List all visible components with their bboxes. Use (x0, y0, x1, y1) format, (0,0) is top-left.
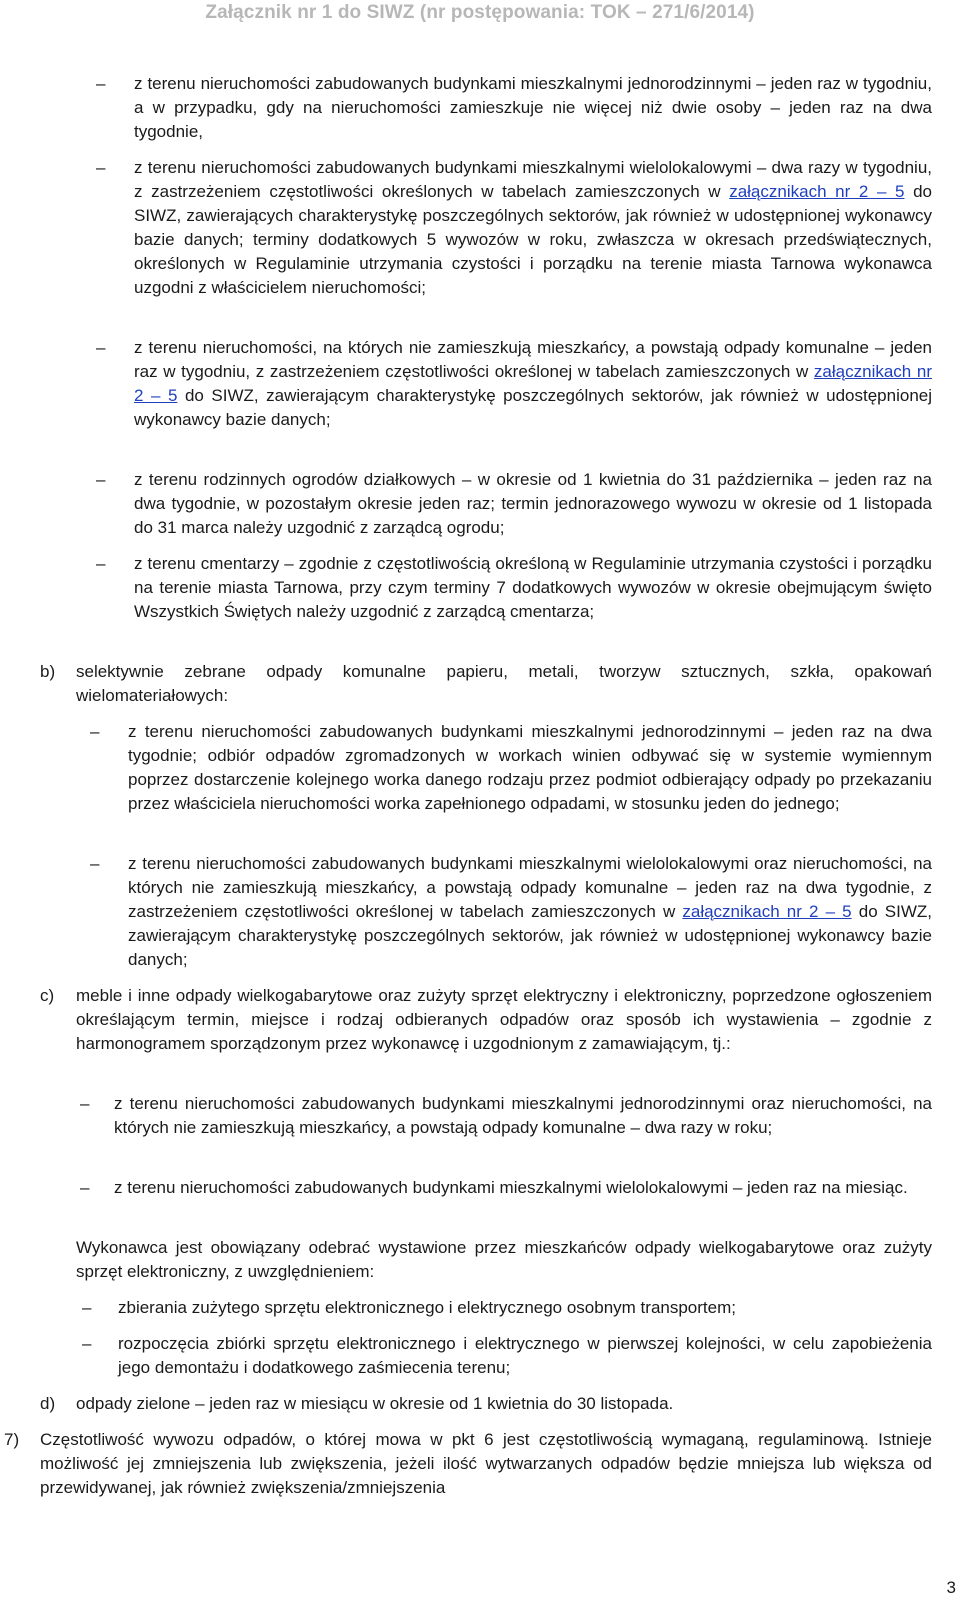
point-label: 7) (4, 1430, 20, 1449)
section-label: d) (40, 1394, 56, 1413)
list-item: z terenu nieruchomości zabudowanych budynkami mieszkalnymi wielolokalowymi oraz nieruchomości, na których nie zamieszkują mieszkańcy, a powstają odpady komunalne – jeden raz na dwa tygodnie, z zastrzeżeniem częstotliwości określonej w tabelach zamieszczonych w załącznikach nr 2 – 5 do SIWZ, zawierającym charakterystykę poszczególnych sektorów, jak również w udostępnionej wykonawcy bazie danych; (128, 854, 932, 969)
list-dash: – (82, 1298, 92, 1317)
list-dash: – (80, 1094, 90, 1113)
section-text: meble i inne odpady wielkogabarytowe oraz zużyty sprzęt elektryczny i elektroniczny, poprzedzone ogłoszeniem określającym termin, miejsce i rodzaj odbieranych odpadów oraz sposób ich wystawienia – zgodnie z harmonogramem sporządzonym przez wykonawcę i uzgodnionym z zamawiającym, tj.: (76, 986, 932, 1053)
list-dash: – (96, 338, 106, 357)
list-dash: – (90, 854, 100, 873)
list-item: z terenu nieruchomości, na których nie zamieszkują mieszkańcy, a powstają odpady komunalne – jeden raz w tygodniu, z zastrzeżeniem częstotliwości określonej w tabelach zamieszczonych w załącznikach nr 2 – 5 do SIWZ, zawierającym charakterystykę poszczególnych sektorów, jak również w udostępnionej wykonawcy bazie danych; (134, 338, 933, 429)
section-text: odpady zielone – jeden raz w miesiącu w okresie od 1 kwietnia do 30 listopada. (76, 1394, 674, 1413)
list-item: z terenu cmentarzy – zgodnie z częstotliwością określoną w Regulaminie utrzymania czystości i porządku na terenie miasta Tarnowa, przy czym terminy 7 dodatkowych wywozów w okresie obejmującym święto Wszystkich Świętych należy uzgodnić z zarządcą cmentarza; (134, 554, 932, 621)
list-item: z terenu nieruchomości zabudowanych budynkami mieszkalnymi wielolokalowymi – dwa razy w tygodniu, z zastrzeżeniem częstotliwości określonych w tabelach zamieszczonych w załącznikach nr 2 – 5 do SIWZ, zawierających charakterystykę poszczególnych sektorów, jak również w udostępnionej wykonawcy bazie danych; terminy dodatkowych 5 wywozów w roku, zwłaszcza w okresach przedświątecznych, określonych w Regulaminie utrzymania czystości i porządku na terenie miasta Tarnowa wykonawca uzgodni z właścicielem nieruchomości; (134, 158, 933, 297)
list-item: z terenu rodzinnych ogrodów działkowych – w okresie od 1 kwietnia do 31 października – jeden raz na dwa tygodnie, w pozostałym okresie jeden raz; termin jednorazowego wywozu w okresie od 1 listopada do 31 marca należy uzgodnić z zarządcą ogrodu; (134, 470, 932, 537)
attachment-link[interactable]: załącznikach nr 2 – 5 (134, 362, 932, 405)
list-dash: – (96, 74, 106, 93)
list-dash: – (96, 470, 106, 489)
list-dash: – (82, 1334, 92, 1353)
section-note: Wykonawca jest obowiązany odebrać wystawione przez mieszkańców odpady wielkogabarytowe oraz zużyty sprzęt elektroniczny, z uwzględnieniem: (76, 1238, 932, 1281)
list-item: z terenu nieruchomości zabudowanych budynkami mieszkalnymi jednorodzinnymi oraz nieruchomości, na których nie zamieszkują mieszkańcy, a powstają odpady komunalne – dwa razy w roku; (114, 1094, 932, 1137)
list-item: z terenu nieruchomości zabudowanych budynkami mieszkalnymi wielolokalowymi – jeden raz na miesiąc. (114, 1178, 908, 1197)
point-text: Częstotliwość wywozu odpadów, o której mowa w pkt 6 jest częstotliwością wymaganą, regulaminową. Istnieje możliwość jej zmniejszenia lub zwiększenia, jeżeli ilość wytwarzanych odpadów będzie mniejsza lub większa od przewidywanej, jak również zwiększenia/zmniejszenia (40, 1430, 932, 1497)
list-item: rozpoczęcia zbiórki sprzętu elektronicznego i elektrycznego w pierwszej kolejności, w celu zapobieżenia jego demontażu i dodatkowego zaśmiecenia terenu; (118, 1334, 932, 1377)
page-header: Załącznik nr 1 do SIWZ (nr postępowania: TOK – 271/6/2014) (205, 2, 755, 23)
page-number: 3 (946, 1578, 956, 1597)
list-dash: – (96, 554, 106, 573)
list-dash: – (90, 722, 100, 741)
list-item: zbierania zużytego sprzętu elektronicznego i elektrycznego osobnym transportem; (118, 1298, 736, 1317)
section-label: b) (40, 662, 56, 681)
attachment-link[interactable]: załącznikach nr 2 – 5 (682, 902, 852, 921)
list-dash: – (80, 1178, 90, 1197)
list-item: z terenu nieruchomości zabudowanych budynkami mieszkalnymi jednorodzinnymi – jeden raz na dwa tygodnie; odbiór odpadów zgromadzonych w workach winien odbywać się w systemie wymiennym poprzez dostarczenie kolejnego worka danego rodzaju przez podmiot odbierający odpady po przekazaniu przez właściciela nieruchomości worka zapełnionego odpadami, w stosunku jeden do jednego; (128, 722, 932, 813)
attachment-link[interactable]: załącznikach nr 2 – 5 (729, 182, 905, 201)
list-item: z terenu nieruchomości zabudowanych budynkami mieszkalnymi jednorodzinnymi – jeden raz w tygodniu, a w przypadku, gdy na nieruchomości zamieszkuje nie więcej niż dwie osoby – jeden raz na dwa tygodnie, (134, 74, 932, 141)
section-text: selektywnie zebrane odpady komunalne papieru, metali, tworzyw sztucznych, szkła, opakowań wielomateriałowych: (76, 662, 932, 705)
section-label: c) (40, 986, 55, 1005)
list-dash: – (96, 158, 106, 177)
